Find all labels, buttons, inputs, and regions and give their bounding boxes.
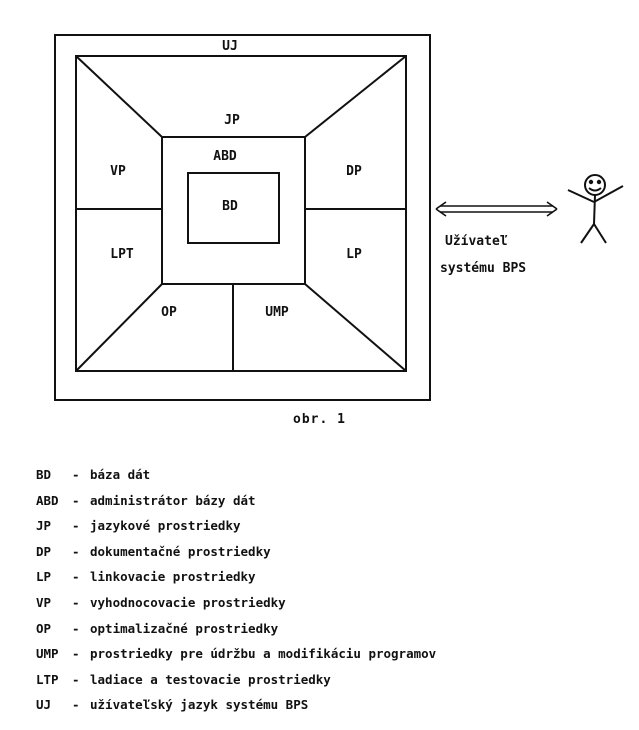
legend-text: jazykové prostriedky xyxy=(90,518,241,534)
legend-text: linkovacie prostriedky xyxy=(90,569,256,585)
legend-text: dokumentačné prostriedky xyxy=(90,543,271,559)
legend xyxy=(36,462,436,718)
diagonal-top-left xyxy=(76,56,162,137)
label-vp: VP xyxy=(110,164,126,179)
user-label-line1: Užívateľ xyxy=(445,234,508,249)
label-op: OP xyxy=(161,305,177,320)
legend-item-ump: UMP - prostriedky pre údržbu a modifikáciu programov xyxy=(36,641,436,667)
legend-abbr: BD xyxy=(36,467,52,482)
label-uj: UJ xyxy=(222,39,238,54)
legend-text: optimalizačné prostriedky xyxy=(90,620,279,636)
diagonal-bottom-right xyxy=(305,284,406,371)
legend-item-abd: ABD - administrátor bázy dát xyxy=(36,488,436,514)
legend-abbr: OP xyxy=(36,620,52,636)
legend-text: užívateľský jazyk systému BPS xyxy=(90,697,309,713)
label-bd: BD xyxy=(222,199,238,214)
legend-abbr: LP xyxy=(36,569,52,585)
double-arrow-icon xyxy=(436,202,557,216)
legend-abbr: UJ xyxy=(36,697,52,713)
label-jp: JP xyxy=(224,113,240,128)
legend-item-uj: UJ - užívateľský jazyk systému BPS xyxy=(36,692,436,718)
legend-abbr: ABD xyxy=(36,492,59,508)
legend-text: ladiace a testovacie prostriedky xyxy=(90,671,331,687)
figure-caption: obr. 1 xyxy=(293,412,346,427)
legend-item-vp: VP - vyhodnocovacie prostriedky xyxy=(36,590,436,616)
user-label-line2: systému BPS xyxy=(440,261,527,276)
legend-item-dp: DP - dokumentačné prostriedky xyxy=(36,539,436,565)
label-abd: ABD xyxy=(213,149,237,164)
legend-text: báza dát xyxy=(90,467,151,482)
label-dp: DP xyxy=(346,164,362,179)
legend-abbr: VP xyxy=(36,594,52,610)
legend-text: prostriedky pre údržbu a modifikáciu programov xyxy=(90,646,437,662)
diagonal-top-right xyxy=(305,56,406,137)
label-ump: UMP xyxy=(265,305,289,320)
legend-item-bd: BD - báza dát xyxy=(36,462,436,488)
legend-item-jp: JP - jazykové prostriedky xyxy=(36,513,436,539)
legend-text: administrátor bázy dát xyxy=(90,492,256,508)
label-lpt: LPT xyxy=(110,247,134,262)
label-lp: LP xyxy=(346,247,362,262)
stick-figure-user-icon xyxy=(568,175,623,243)
legend-item-lp: LP - linkovacie prostriedky xyxy=(36,564,436,590)
legend-abbr: UMP xyxy=(36,646,59,662)
legend-item-op: OP - optimalizačné prostriedky xyxy=(36,616,436,642)
legend-text: vyhodnocovacie prostriedky xyxy=(90,594,286,610)
legend-item-ltp: LTP - ladiace a testovacie prostriedky xyxy=(36,667,436,693)
legend-abbr: JP xyxy=(36,518,52,534)
diagonal-bottom-left xyxy=(76,284,162,371)
legend-abbr: LTP xyxy=(36,671,59,687)
legend-abbr: DP xyxy=(36,543,52,559)
